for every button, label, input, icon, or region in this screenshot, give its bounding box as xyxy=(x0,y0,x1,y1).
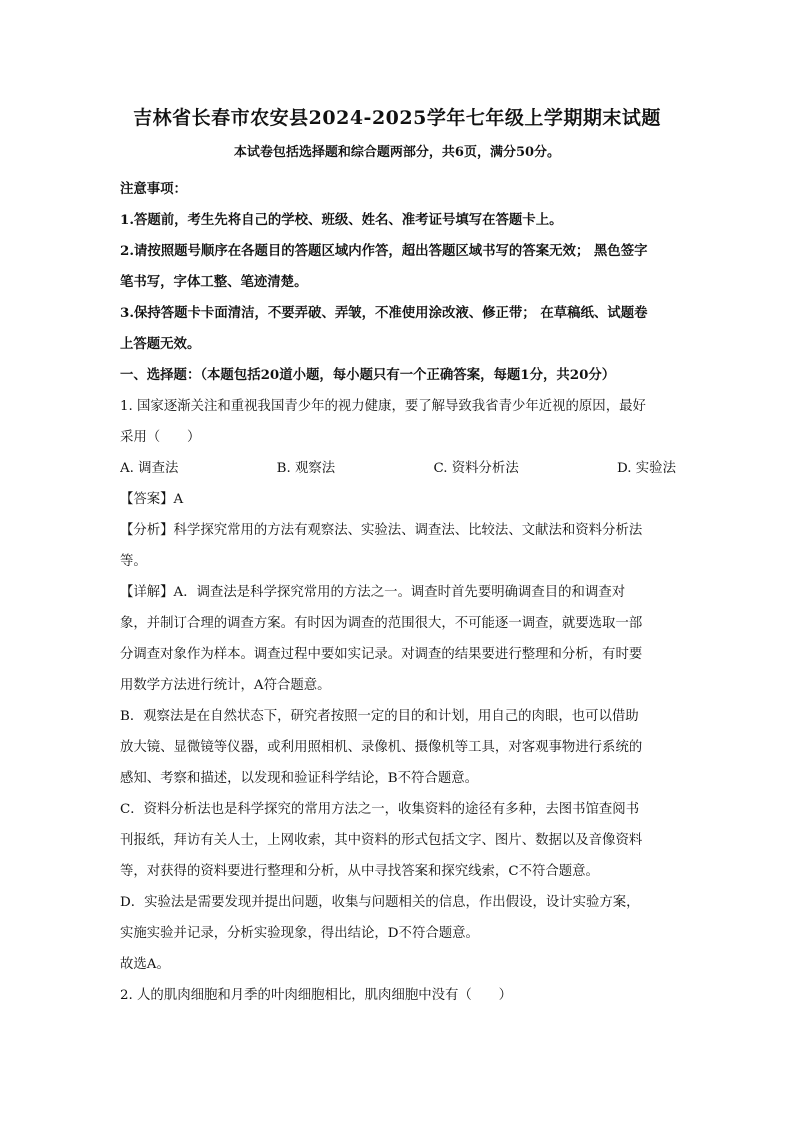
option-c: C. 资料分析法 xyxy=(433,461,519,476)
option-b: B. 观察法 xyxy=(276,461,336,476)
question-1-analysis-line-2: 等。 xyxy=(120,554,147,569)
notice-item-2-line-1: 2.请按照题号顺序在各题目的答题区域内作答，超出答题区域书写的答案无效； 黑色签字 xyxy=(120,243,648,259)
detail-line: B．观察法是在自然状态下，研究者按照一定的目的和计划，用自己的肉眼，也可以借助 xyxy=(120,709,639,724)
notice-heading: 注意事项： xyxy=(120,181,187,197)
detail-line: D．实验法是需要发现并提出问题，收集与问题相关的信息，作出假设，设计实验方案， xyxy=(120,895,640,910)
detail-line: 刊报纸，拜访有关人士，上网收索，其中资料的形式包括文字、图片、数据以及音像资料 xyxy=(120,833,643,848)
detail-line: 感知、考察和描述，以发现和验证科学结论，B不符合题意。 xyxy=(120,771,478,786)
notice-item-3-line-2: 上答题无效。 xyxy=(120,336,201,352)
option-d: D. 实验法 xyxy=(617,461,676,476)
option-a: A. 调查法 xyxy=(120,461,179,476)
question-1-stem-line-1: 1. 国家逐渐关注和重视我国青少年的视力健康，要了解导致我省青少年近视的原因，最好 xyxy=(120,399,646,414)
detail-line: 用数学方法进行统计，A符合题意。 xyxy=(120,678,331,693)
notice-item-1: 1.答题前，考生先将自己的学校、班级、姓名、准考证号填写在答题卡上。 xyxy=(120,212,563,228)
notice-item-2-line-2: 笔书写，字体工整、笔迹清楚。 xyxy=(120,274,308,290)
detail-line: 实施实验并记录，分析实验现象，得出结论，D不符合题意。 xyxy=(120,926,479,941)
detail-line: 分调查对象作为样本。调查过程中要如实记录。对调查的结果要进行整理和分析，有时要 xyxy=(120,647,643,662)
page-subtitle: 本试卷包括选择题和综合题两部分，共6页，满分50分。 xyxy=(233,145,561,160)
question-1-answer: 【答案】A xyxy=(120,492,184,507)
detail-line: 等，对获得的资料要进行整理和分析，从中寻找答案和探究线索，C不符合题意。 xyxy=(120,864,599,879)
detail-line: 放大镜、显微镜等仪器，或利用照相机、录像机、摄像机等工具，对客观事物进行系统的 xyxy=(120,740,643,755)
page-title: 吉林省长春市农安县2024-2025学年七年级上学期期末试题 xyxy=(133,107,661,129)
detail-line: 象，并制订合理的调查方案。有时因为调查的范围很大，不可能逐一调查，就要选取一部 xyxy=(120,616,643,631)
detail-line: C．资料分析法也是科学探究的常用方法之一，收集资料的途径有多种，去图书馆查阅书 xyxy=(120,802,640,817)
document-body xyxy=(120,174,676,1011)
question-1-stem-line-2: 采用（ ） xyxy=(120,430,201,445)
detail-line: 故选A。 xyxy=(120,957,170,972)
detail-line: 【详解】A．调查法是科学探究常用的方法之一。调查时首先要明确调查目的和调查对 xyxy=(120,585,626,600)
question-2-stem: 2. 人的肌肉细胞和月季的叶肉细胞相比，肌肉细胞中没有（ ） xyxy=(120,988,512,1003)
notice-item-3-line-1: 3.保持答题卡卡面清洁，不要弄破、弄皱，不准使用涂改液、修正带； 在草稿纸、试题卷 xyxy=(120,305,648,321)
question-1-options xyxy=(120,453,676,484)
section-heading: 一、选择题：（本题包括20道小题，每小题只有一个正确答案，每题1分，共20分） xyxy=(120,367,616,383)
question-1-analysis-line-1: 【分析】科学探究常用的方法有观察法、实验法、调查法、比较法、文献法和资料分析法 xyxy=(120,523,643,538)
